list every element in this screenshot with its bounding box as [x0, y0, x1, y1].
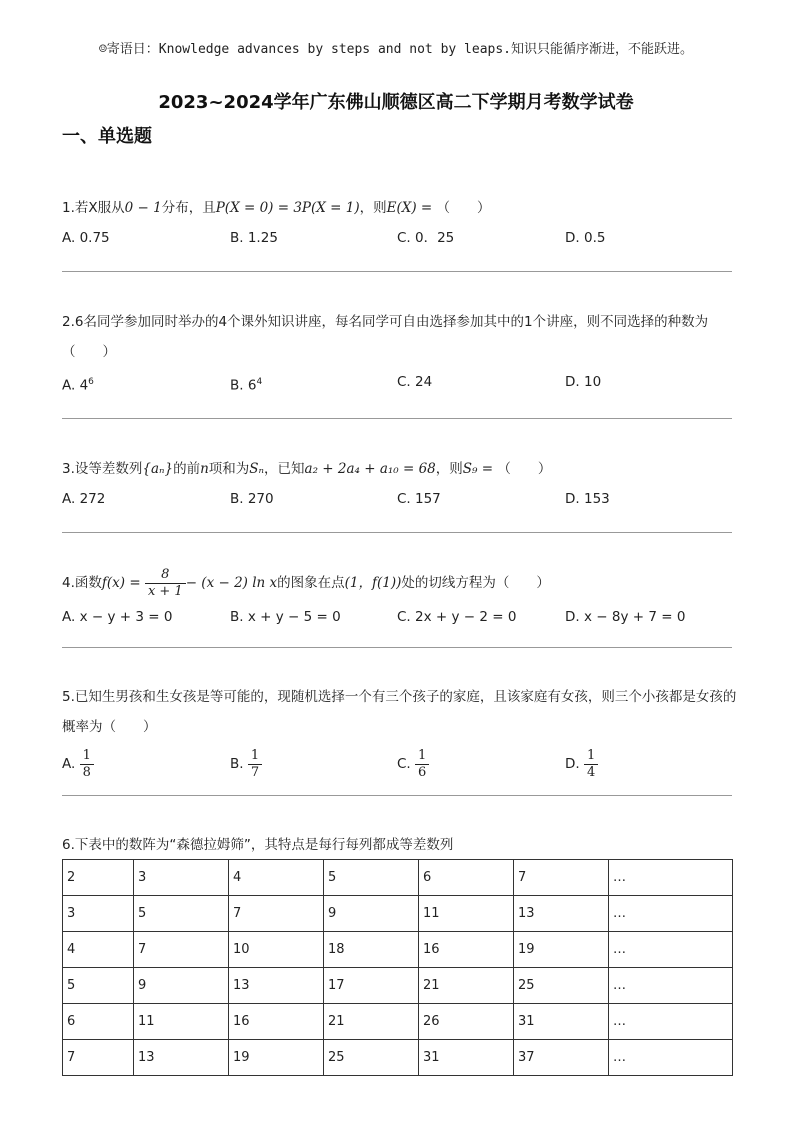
table-cell: 19 — [229, 1040, 324, 1076]
fraction — [248, 748, 262, 781]
table-cell: 37 — [514, 1040, 609, 1076]
table-cell: 25 — [514, 968, 609, 1004]
table-cell: 25 — [324, 1040, 419, 1076]
table-cell: … — [609, 860, 733, 896]
question-1-options — [62, 223, 742, 253]
table-cell: … — [609, 1040, 733, 1076]
option-d[interactable]: D. 10 — [565, 374, 602, 390]
table-cell: 7 — [229, 896, 324, 932]
question-5-options — [62, 742, 742, 788]
fraction-denominator: x + 1 — [145, 583, 186, 600]
math-expr: 0 − 1 — [124, 200, 162, 216]
motto-header: ☺寄语日：Knowledge advances by steps and not by leaps.知识只能循序渐进，不能跃进。 — [98, 42, 694, 57]
math-expr: − (x − 2) ln x — [185, 575, 278, 591]
stem-text: 项和为 — [208, 461, 250, 477]
stem-text: 3.设等差数列 — [62, 461, 143, 477]
table-cell: 18 — [324, 932, 419, 968]
math-expr: S₉ = — [462, 461, 498, 477]
option-label: D. — [565, 756, 580, 772]
table-cell: 3 — [63, 896, 134, 932]
fraction-numerator: 1 — [418, 747, 427, 763]
table-row — [63, 968, 733, 1004]
table-cell: 16 — [229, 1004, 324, 1040]
math-expr: E(X) = — [386, 200, 437, 216]
section-heading: 一、单选题 — [62, 126, 152, 147]
table-cell: 2 — [63, 860, 134, 896]
option-text: A. 4 — [62, 377, 89, 394]
question-3-stem — [62, 454, 742, 484]
question-6 — [62, 830, 742, 860]
question-4 — [62, 564, 742, 632]
math-expr: P(X = 0) = 3P(X = 1) — [215, 200, 360, 216]
divider — [62, 795, 732, 796]
math-expr: f(x) = — [101, 575, 145, 591]
option-c[interactable] — [397, 742, 429, 786]
fraction — [584, 748, 598, 781]
option-label: A. — [62, 756, 76, 772]
option-a[interactable] — [62, 367, 94, 401]
option-a[interactable]: A. 0.75 — [62, 230, 110, 246]
divider — [62, 418, 732, 419]
table-cell: 4 — [229, 860, 324, 896]
table-cell: 6 — [419, 860, 514, 896]
fraction-denominator: 4 — [584, 764, 598, 781]
option-text: B. 6 — [230, 377, 257, 394]
table-cell: 11 — [419, 896, 514, 932]
fraction-numerator: 1 — [82, 747, 91, 763]
fraction-numerator: 8 — [161, 566, 170, 582]
option-b[interactable] — [230, 742, 262, 786]
table-cell: 16 — [419, 932, 514, 968]
table-cell: 19 — [514, 932, 609, 968]
table-cell: 5 — [324, 860, 419, 896]
table-cell: 31 — [514, 1004, 609, 1040]
math-expr: Sₙ — [249, 461, 265, 477]
fraction-denominator: 7 — [248, 764, 262, 781]
question-2-options — [62, 367, 742, 397]
question-3-options — [62, 484, 742, 514]
option-c[interactable]: C. 157 — [397, 491, 441, 507]
question-1-stem — [62, 193, 742, 223]
table-cell: … — [609, 932, 733, 968]
question-2 — [62, 307, 742, 397]
math-expr: a₂ + 2a₄ + a₁₀ = 68 — [304, 461, 436, 477]
exponent: 4 — [256, 377, 263, 387]
option-c[interactable]: C. 24 — [397, 374, 433, 390]
fraction-denominator: 6 — [415, 764, 429, 781]
table-row — [63, 1004, 733, 1040]
table-row — [63, 1040, 733, 1076]
question-6-stem: 6.下表中的数阵为“森德拉姆筛”，其特点是每行每列都成等差数列 — [62, 837, 454, 853]
fraction-numerator: 1 — [586, 747, 596, 763]
option-label: B. — [230, 756, 244, 772]
table-cell: 9 — [134, 968, 229, 1004]
stem-text: ，已知 — [264, 461, 305, 477]
table-cell: 4 — [63, 932, 134, 968]
option-d[interactable] — [565, 742, 598, 786]
fraction — [145, 567, 186, 600]
table-cell: … — [609, 896, 733, 932]
option-c[interactable]: C. 2x + y − 2 = 0 — [397, 609, 517, 625]
table-row — [63, 860, 733, 896]
math-expr: (1，f(1)) — [344, 575, 402, 591]
option-d[interactable]: D. x − 8y + 7 = 0 — [565, 609, 686, 625]
table-cell: 9 — [324, 896, 419, 932]
option-b[interactable]: B. 270 — [230, 491, 274, 507]
math-expr: n — [200, 461, 209, 477]
question-5-stem: 5.已知生男孩和生女孩是等可能的，现随机选择一个有三个孩子的家庭，且该家庭有女孩，则三个小孩都是女孩的概率为（ ） — [62, 689, 737, 735]
table-cell: 10 — [229, 932, 324, 968]
table-cell: 31 — [419, 1040, 514, 1076]
question-4-stem — [62, 564, 742, 602]
question-3 — [62, 454, 742, 514]
table-cell: 13 — [229, 968, 324, 1004]
question-4-options — [62, 602, 742, 632]
exponent: 6 — [88, 377, 94, 387]
table-cell: 13 — [134, 1040, 229, 1076]
fraction-denominator: 8 — [80, 764, 94, 781]
option-a[interactable]: A. 272 — [62, 491, 106, 507]
stem-text: 处的切线方程为（ ） — [401, 575, 550, 591]
option-b[interactable] — [230, 367, 262, 401]
table-cell: 21 — [419, 968, 514, 1004]
option-b[interactable]: B. x + y − 5 = 0 — [230, 609, 341, 625]
sundaram-sieve-table — [62, 859, 733, 1076]
option-d[interactable]: D. 153 — [565, 491, 610, 507]
option-a[interactable] — [62, 742, 94, 786]
divider — [62, 271, 732, 272]
question-2-stem: 2.6名同学参加同时举办的4个课外知识讲座，每名同学可自由选择参加其中的1个讲座，则不同选择的种数为（ ） — [62, 314, 709, 360]
stem-text: 的图象在点 — [277, 575, 345, 591]
table-row — [63, 932, 733, 968]
fraction-numerator: 1 — [250, 747, 260, 763]
stem-text: ，则 — [435, 461, 463, 477]
table-cell: 5 — [134, 896, 229, 932]
question-1 — [62, 193, 742, 253]
option-label: C. — [397, 756, 411, 772]
stem-text: 的前 — [173, 461, 201, 477]
fraction — [80, 748, 94, 781]
option-c[interactable]: C. 0．25 — [397, 230, 455, 246]
page-title: 2023~2024学年广东佛山顺德区高二下学期月考数学试卷 — [158, 92, 634, 113]
table-cell: 26 — [419, 1004, 514, 1040]
fraction — [415, 748, 429, 781]
divider — [62, 647, 732, 648]
table-cell: … — [609, 1004, 733, 1040]
divider — [62, 532, 732, 533]
table-cell: 7 — [134, 932, 229, 968]
table-cell: 13 — [514, 896, 609, 932]
table-cell: 3 — [134, 860, 229, 896]
table-cell: 6 — [63, 1004, 134, 1040]
stem-text: 分布，且 — [161, 200, 216, 216]
table-cell: 17 — [324, 968, 419, 1004]
table-cell: 7 — [514, 860, 609, 896]
stem-text: ，则 — [359, 200, 387, 216]
table-row — [63, 896, 733, 932]
stem-text: （ ） — [436, 200, 491, 216]
stem-text: （ ） — [497, 461, 552, 477]
table-cell: 11 — [134, 1004, 229, 1040]
table-cell: 21 — [324, 1004, 419, 1040]
option-b[interactable]: B. 1.25 — [230, 230, 278, 246]
stem-text: 1.若X服从 — [62, 200, 125, 216]
table-cell: 7 — [63, 1040, 134, 1076]
math-expr: {aₙ} — [142, 461, 174, 477]
question-5 — [62, 682, 742, 788]
table-cell: … — [609, 968, 733, 1004]
table-cell: 5 — [63, 968, 134, 1004]
option-d[interactable]: D. 0.5 — [565, 230, 606, 246]
option-a[interactable]: A. x − y + 3 = 0 — [62, 609, 173, 625]
stem-text: 4.函数 — [62, 575, 102, 591]
